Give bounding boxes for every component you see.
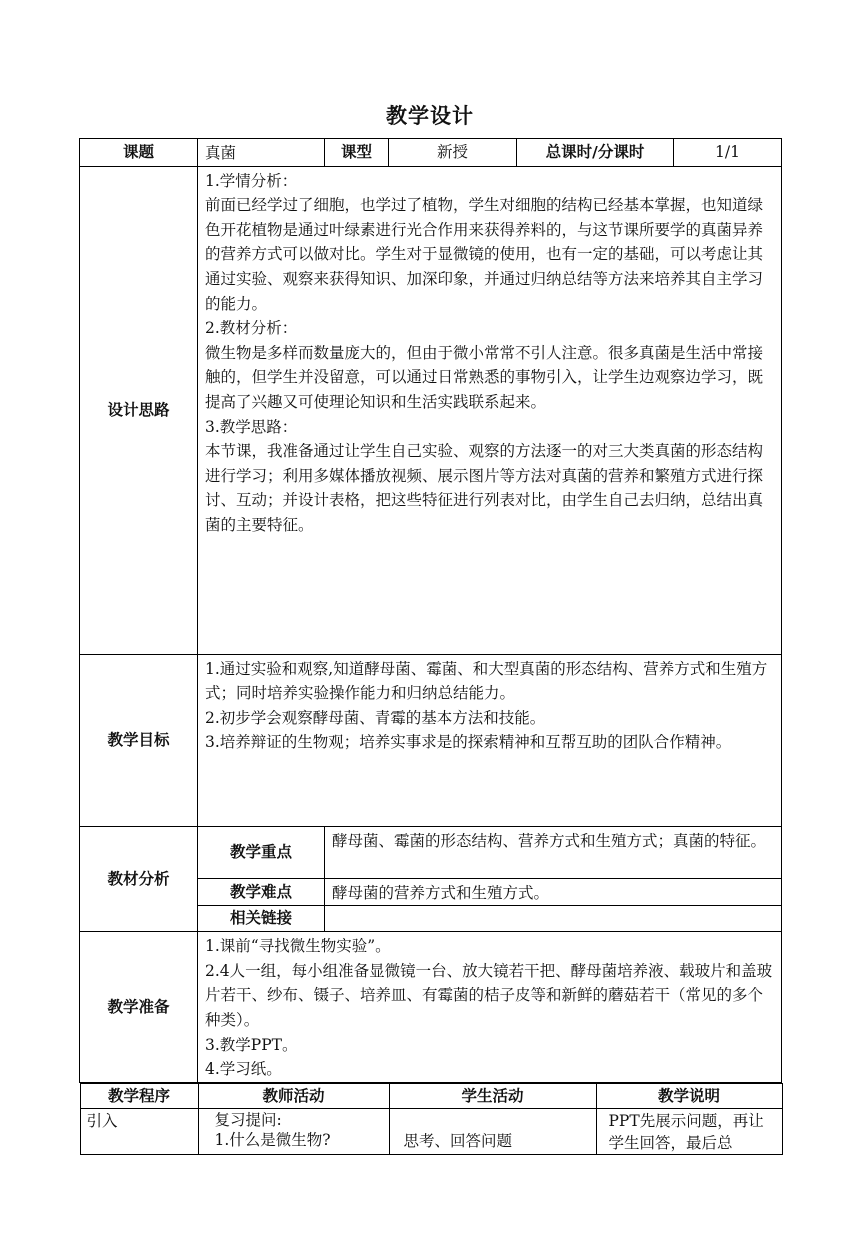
process-header-student: 学生活动 (389, 1083, 596, 1109)
prep-line: 4.学习纸。 (205, 1060, 282, 1079)
process-section (80, 1082, 782, 1155)
goals-row (80, 654, 782, 826)
process-note: PPT先展示问题，再让学生回答，最后总 (596, 1109, 782, 1155)
process-table (80, 1083, 783, 1156)
type-label: 课型 (325, 139, 389, 167)
topic-value: 真菌 (198, 139, 325, 167)
hours-label: 总课时/分课时 (517, 139, 674, 167)
design-line: 本节课，我准备通过让学生自己实验、观察的方法逐一的对三大类真菌的形态结构进行学习；利用多媒体播放视频、展示图片等方法对真菌的营养和繁殖方式进行探讨、互动；并设计表格，把这些特征进行列表对比，由学生自己去归纳，总结出真菌的主要特征。 (205, 442, 764, 534)
teacher-line: 1.什么是微生物? (214, 1131, 331, 1150)
prep-line: 2.4人一组，每小组准备显微镜一台、放大镜若干把、酵母菌培养液、载玻片和盖玻片若干、纱布、镊子、培养皿、有霉菌的桔子皮等和新鲜的蘑菇若干（常见的多个种类）。 (205, 961, 773, 1029)
type-value: 新授 (389, 139, 517, 167)
design-line: 3.教学思路： (205, 417, 298, 436)
process-header-step: 教学程序 (80, 1083, 198, 1109)
lesson-plan-table (79, 138, 782, 1155)
teacher-line: 复习提问: (214, 1111, 282, 1130)
prep-row (80, 932, 782, 1083)
analysis-key-row (80, 826, 782, 878)
design-line: 微生物是多样而数量庞大的，但由于微小常常不引人注意。很多真菌是生活中常接触的，但学生并没留意，可以通过日常熟悉的事物引入，让学生边观察边学习，既提高了兴趣又可使理论知识和生活实践联系起来。 (205, 343, 764, 411)
process-header-row (80, 1083, 782, 1109)
design-label: 设计思路 (80, 166, 198, 654)
design-line: 前面已经学过了细胞，也学过了植物，学生对细胞的结构已经基本掌握，也知道绿色开花植物是通过叶绿素进行光合作用来获得养料的，与这节课所要学的真菌异养的营养方式可以做对比。学生对于显微镜的使用，也有一定的基础，可以考虑让其通过实验、观察来获得知识、加深印象，并通过归纳总结等方法来培养其自主学习的能力。 (205, 196, 764, 313)
difficult-point-value: 酵母菌的营养方式和生殖方式。 (325, 878, 782, 906)
process-student: 思考、回答问题 (389, 1109, 596, 1155)
prep-line: 3.教学PPT。 (205, 1035, 298, 1054)
links-label: 相关链接 (198, 906, 325, 932)
prep-label: 教学准备 (80, 932, 198, 1083)
key-point-value: 酵母菌、霉菌的形态结构、营养方式和生殖方式；真菌的特征。 (325, 826, 782, 878)
links-value (325, 906, 782, 932)
design-line: 2.教材分析： (205, 319, 298, 338)
process-step: 引入 (80, 1109, 198, 1155)
difficult-point-label: 教学难点 (198, 878, 325, 906)
prep-line: 1.课前“寻找微生物实验”。 (205, 937, 391, 956)
document-title: 教学设计 (386, 104, 474, 128)
design-row (80, 166, 782, 654)
process-row (80, 1109, 782, 1155)
process-header-teacher: 教师活动 (198, 1083, 389, 1109)
analysis-label: 教材分析 (80, 826, 198, 932)
goals-line: 1.通过实验和观察,知道酵母菌、霉菌、和大型真菌的形态结构、营养方式和生殖方式；同时培养实验操作能力和归纳总结能力。 (205, 659, 768, 703)
goals-label: 教学目标 (80, 654, 198, 826)
process-teacher (198, 1109, 389, 1155)
goals-line: 2.初步学会观察酵母菌、青霉的基本方法和技能。 (205, 708, 546, 727)
process-header-note: 教学说明 (596, 1083, 782, 1109)
goals-line: 3.培养辩证的生物观；培养实事求是的探索精神和互帮互助的团队合作精神。 (205, 733, 732, 752)
header-row (80, 139, 782, 167)
topic-label: 课题 (80, 139, 198, 167)
prep-content (198, 932, 782, 1083)
goals-content (198, 654, 782, 826)
design-line: 1.学情分析： (205, 171, 298, 190)
design-content (198, 166, 782, 654)
key-point-label: 教学重点 (198, 826, 325, 878)
hours-value: 1/1 (674, 139, 782, 167)
